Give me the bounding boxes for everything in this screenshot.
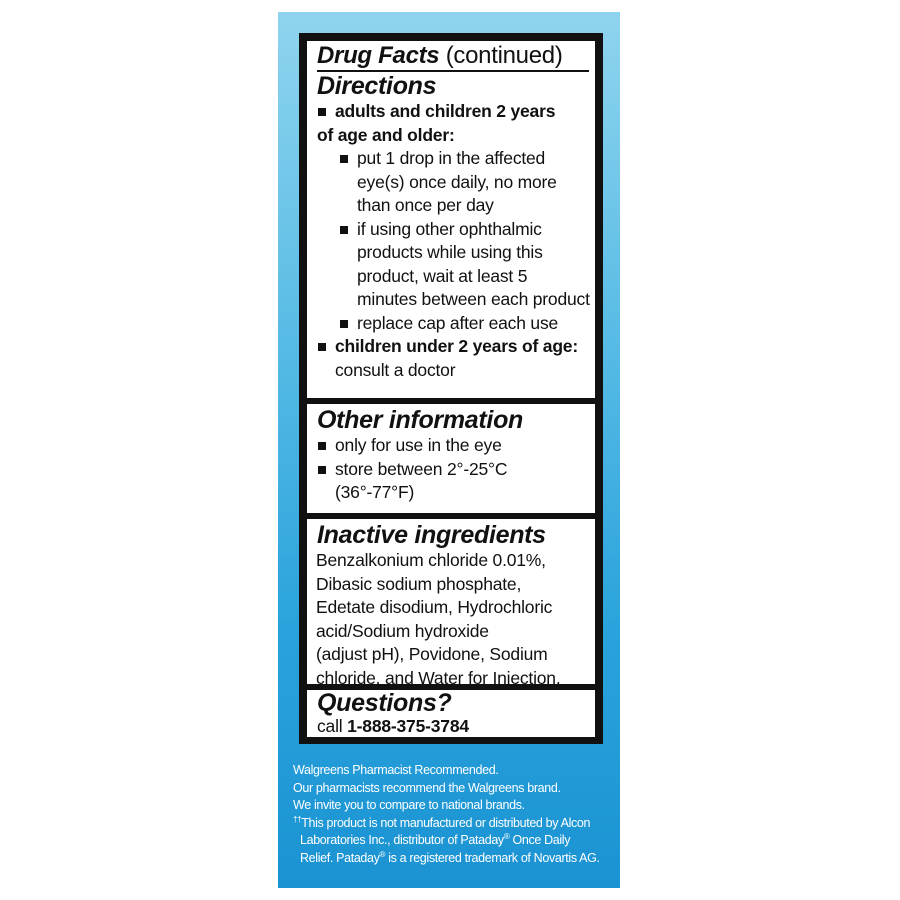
- list-item: only for use in the eye: [317, 434, 589, 458]
- bullet-icon: [318, 108, 326, 116]
- list-item: replace cap after each use: [317, 312, 589, 336]
- questions-heading: Questions?: [317, 689, 452, 717]
- bullet-icon: [340, 155, 348, 163]
- ingredients-line: chloride, and Water for Injection.: [316, 667, 561, 688]
- list-item: adults and children 2 years of age and older:: [317, 101, 556, 145]
- other-information-section: [307, 404, 595, 513]
- bullet-icon: [318, 442, 326, 450]
- call-label: call: [317, 716, 343, 736]
- registered-mark: ®: [503, 831, 510, 841]
- bullet-icon: [340, 320, 348, 328]
- drug-facts-header: [317, 42, 589, 72]
- ingredients-line: (adjust pH), Povidone, Sodium: [316, 644, 548, 664]
- list-item: if using other ophthalmic products while using this product, wait at least 5 minutes between each product: [317, 218, 589, 312]
- phone-number: 1-888-375-3784: [347, 716, 469, 736]
- drug-facts-title: Drug Facts: [317, 42, 440, 69]
- footer-note: [293, 762, 613, 867]
- questions-section: [307, 690, 595, 737]
- ingredients-line: Benzalkonium chloride 0.01%,: [316, 550, 546, 570]
- drug-facts-box: [299, 33, 603, 744]
- list-item: children under 2 years of age: consult a doctor: [317, 335, 589, 382]
- directions-heading: Directions: [317, 72, 437, 100]
- footer-line: Relief. Pataday® is a registered trademark of Novartis AG.: [300, 849, 600, 865]
- bullet-icon: [340, 226, 348, 234]
- directions-section: [307, 41, 595, 398]
- footer-line: Our pharmacists recommend the Walgreens brand.: [293, 780, 561, 795]
- footer-line: We invite you to compare to national brands.: [293, 798, 525, 812]
- footer-line: ††This product is not manufactured or distributed by Alcon: [293, 814, 591, 830]
- list-item: store between 2°-25°C (36°-77°F): [317, 458, 589, 505]
- list-item: put 1 drop in the affected eye(s) once daily, no more than once per day: [317, 147, 589, 218]
- dagger-mark: ††: [293, 814, 302, 824]
- bullet-icon: [318, 343, 326, 351]
- bullet-icon: [318, 466, 326, 474]
- footer-line: Walgreens Pharmacist Recommended.: [293, 763, 499, 777]
- inactive-ingredients-heading: Inactive ingredients: [317, 521, 546, 549]
- footer-line: Laboratories Inc., distributor of Pataday® Once Daily: [300, 831, 571, 847]
- ingredients-line: acid/Sodium hydroxide: [316, 620, 489, 641]
- registered-mark: ®: [379, 849, 386, 859]
- ingredients-line: Dibasic sodium phosphate,: [316, 573, 522, 594]
- inactive-ingredients-section: [307, 519, 595, 688]
- other-information-heading: Other information: [317, 406, 524, 434]
- ingredients-line: Edetate disodium, Hydrochloric: [316, 597, 553, 617]
- continued-label: (continued): [445, 42, 563, 69]
